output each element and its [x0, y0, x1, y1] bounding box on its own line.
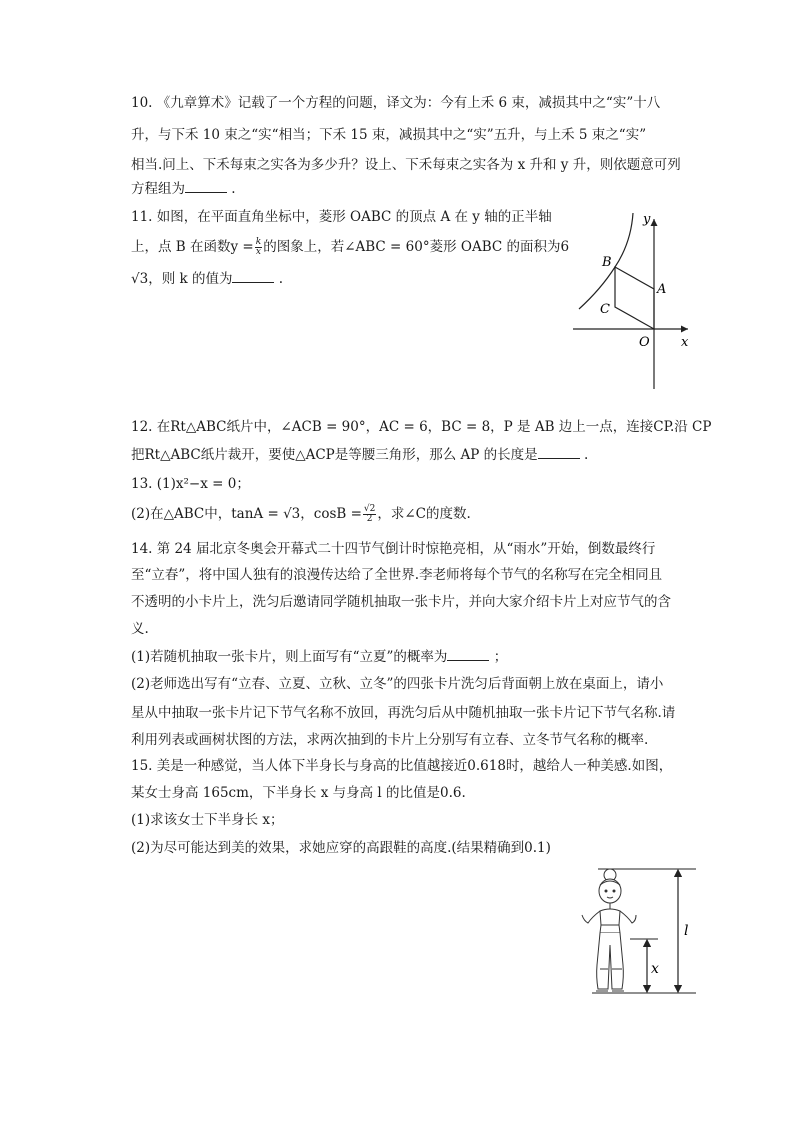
q10-line4: 方程组为 .: [131, 181, 236, 197]
frac-den: 2: [366, 514, 373, 524]
q12-line2-text: 把Rt△ABC纸片裁开，要使△ACP是等腰三角形，那么 AP 的长度是: [131, 447, 538, 463]
q13-line2a: (2)在△ABC中，tanA = √3，cosB =: [131, 506, 362, 522]
label-y: y: [643, 212, 651, 227]
frac-den: x: [255, 247, 261, 257]
q10-line4-text: 方程组为: [131, 181, 185, 197]
frac-num: k: [255, 237, 262, 247]
rhombus-oabc: [615, 267, 654, 329]
answer-blank-q11[interactable]: [232, 270, 274, 283]
label-l: l: [684, 923, 689, 939]
rhombus-figure: [565, 205, 700, 395]
q10-line1: 10. 《九章算术》记载了一个方程的问题，译文为：今有上禾 6 束，减损其中之“实”十八: [131, 95, 661, 111]
woman-illustration: [582, 869, 636, 991]
q15-line2: 某女士身高 165cm，下半身长 x 与身高 l 的比值是0.6.: [131, 785, 466, 801]
q10-line2: 升，与下禾 10 束之“实“相当；下禾 15 束，减损其中之“实”五升，与上禾 5 束之“实”: [131, 127, 647, 143]
q14-line5: (1)若随机抽取一张卡片，则上面写有“立夏”的概率为 ；: [131, 649, 508, 665]
frac-num: √2: [363, 504, 376, 514]
label-o: O: [639, 335, 650, 350]
q11-line3-text: √3，则 k 的值为: [131, 271, 233, 287]
q14-line8: 利用列表或画树状图的方法，求两次抽到的卡片上分别写有立春、立冬节气名称的概率.: [131, 732, 649, 748]
q12-line2: 把Rt△ABC纸片裁开，要使△ACP是等腰三角形，那么 AP 的长度是 .: [131, 447, 589, 463]
q14-line6: (2)老师选出写有“立春、立夏、立秋、立冬”的四张卡片洗匀后背面朝上放在桌面上，请小: [131, 676, 664, 692]
label-a: A: [657, 282, 667, 297]
q11-line2b: 的图象上，若∠ABC = 60°菱形 OABC 的面积为6: [263, 239, 570, 255]
q13-line2b: ，求∠C的度数.: [377, 506, 471, 522]
fraction-k-over-x: [255, 238, 262, 257]
q11-line2a: 上，点 B 在函数y =: [131, 239, 254, 255]
q11-line1: 11. 如图，在平面直角坐标中，菱形 OABC 的顶点 A 在 y 轴的正半轴: [131, 209, 552, 225]
q10-line3: 相当.问上、下禾每束之实各为多少升？设上、下禾每束之实各为 x 升和 y 升，则依题意可列: [131, 157, 681, 173]
label-x: x: [681, 335, 689, 350]
q14-line5-text: (1)若随机抽取一张卡片，则上面写有“立夏”的概率为: [131, 649, 448, 665]
answer-blank-q12[interactable]: [538, 446, 580, 459]
q12-line1: 12. 在Rt△ABC纸片中，∠ACB = 90°，AC = 6，BC = 8，P 是 AB 边上一点，连接CP.沿 CP: [131, 419, 712, 435]
q14-line7: 星从中抽取一张卡片记下节气名称不放回，再洗匀后从中随机抽取一张卡片记下节气名称.请: [131, 705, 676, 721]
q14-line1: 14. 第 24 届北京冬奥会开幕式二十四节气倒计时惊艳亮相，从“雨水”开始，倒数最终行: [131, 541, 656, 557]
q15-line3: (1)求该女士下半身长 x；: [131, 812, 284, 828]
q14-line3: 不透明的小卡片上，洗匀后邀请同学随机抽取一张卡片，并向大家介绍卡片上对应节气的含: [131, 594, 671, 610]
q11-line3: √3，则 k 的值为 .: [131, 271, 284, 287]
fraction-root2-over-2: [363, 505, 376, 524]
q14-line4: 义.: [131, 621, 149, 637]
q14-line2: 至“立春”，将中国人独有的浪漫传达给了全世界.李老师将每个节气的名称写在完全相同且: [131, 567, 663, 583]
q15-line4: (2)为尽可能达到美的效果，求她应穿的高跟鞋的高度.(结果精确到0.1): [131, 840, 551, 856]
q13-line1: 13. (1)x²−x = 0；: [131, 476, 250, 492]
q15-line1: 15. 美是一种感觉，当人体下半身长与身高的比值越接近0.618时，越给人一种美感.如图，: [131, 758, 673, 774]
q11-line2: [131, 238, 569, 257]
label-c: C: [600, 302, 610, 317]
answer-blank-q10[interactable]: [185, 180, 227, 193]
label-x-leg: x: [651, 961, 659, 977]
label-b: B: [602, 255, 612, 270]
answer-blank-q14[interactable]: [447, 648, 489, 661]
q13-line2: [131, 505, 471, 524]
woman-height-figure: [570, 865, 700, 998]
